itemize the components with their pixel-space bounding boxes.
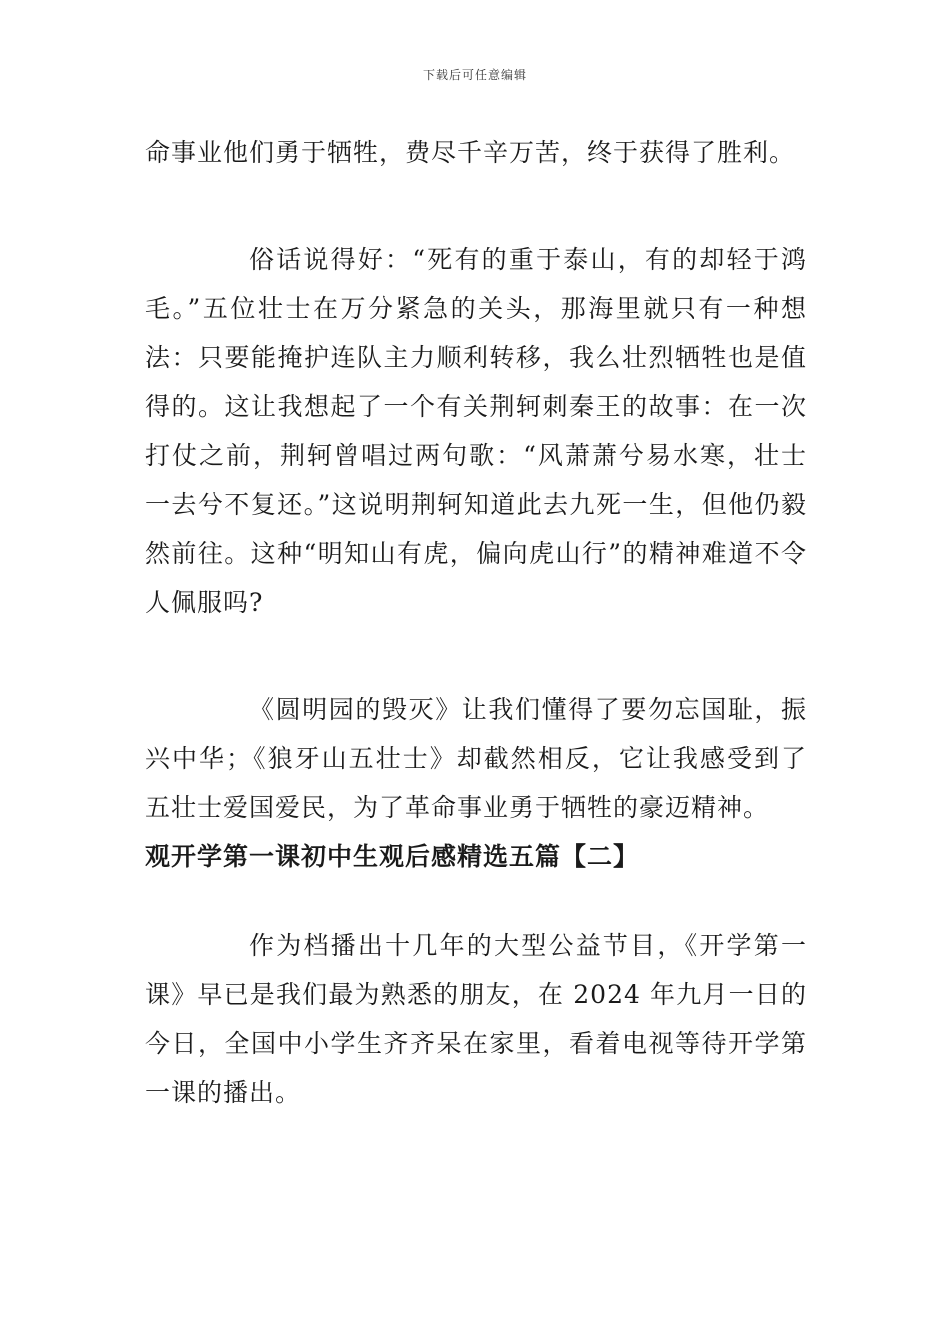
paragraph-summary: 《圆明园的毁灭》让我们懂得了要勿忘国耻，振兴中华；《狼牙山五壮士》却截然相反，它让我感受到了五壮士爱国爱民，为了革命事业勇于牺牲的豪迈精神。 <box>145 695 807 822</box>
paragraph-section-intro: 作为档播出十几年的大型公益节目，《开学第一课》早已是我们最为熟悉的朋友，在 2024 年九月一日的今日，全国中小学生齐齐呆在家里，看着电视等待开学第一课的播出。 <box>145 931 807 1107</box>
page-header-note: 下载后可任意编辑 <box>422 68 527 82</box>
paragraph-proverb: 俗话说得好：“死有的重于泰山，有的却轻于鸿毛。”五位壮士在万分紧急的关头，那海里就只有一种想法：只要能掩护连队主力顺利转移，我么壮烈牺牲也是值得的。这让我想起了一个有关荆轲刺秦王的故事：在一次打仗之前，荆轲曾唱过两句歌：“风萧萧兮易水寒，壮士一去兮不复还。”这说明荆轲知道此去九死一生，但他仍毅然前往。这种“明知山有虎，偏向虎山行”的精神难道不令人佩服吗? <box>145 245 807 617</box>
paragraph-continuation: 命事业他们勇于牺牲，费尽千辛万苦，终于获得了胜利。 <box>145 138 796 167</box>
section-heading: 观开学第一课初中生观后感精选五篇【二】 <box>145 842 640 871</box>
document-body <box>145 128 807 1117</box>
